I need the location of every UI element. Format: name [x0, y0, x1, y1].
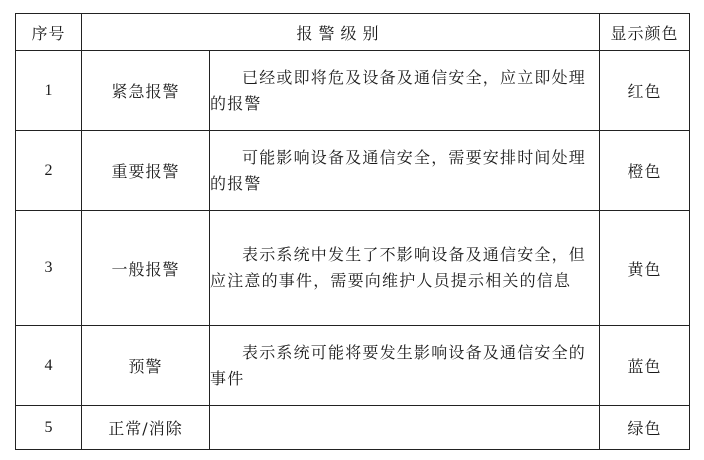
row-no: 4	[16, 326, 82, 406]
row-no: 2	[16, 131, 82, 211]
row-level-name: 一般报警	[82, 211, 210, 326]
row-description: 可能影响设备及通信安全，需要安排时间处理的报警	[210, 131, 600, 211]
row-description	[210, 406, 600, 450]
row-level-name: 紧急报警	[82, 51, 210, 131]
row-no: 3	[16, 211, 82, 326]
table-row	[16, 211, 690, 326]
row-display-color: 红色	[600, 51, 690, 131]
row-display-color: 绿色	[600, 406, 690, 450]
row-no: 5	[16, 406, 82, 450]
row-description: 表示系统中发生了不影响设备及通信安全，但应注意的事件，需要向维护人员提示相关的信息	[210, 211, 600, 326]
alarm-level-table	[15, 13, 690, 450]
row-description: 已经或即将危及设备及通信安全，应立即处理的报警	[210, 51, 600, 131]
table-row	[16, 326, 690, 406]
table-row	[16, 406, 690, 450]
table-row	[16, 131, 690, 211]
header-color: 显示颜色	[600, 14, 690, 51]
row-display-color: 黄色	[600, 211, 690, 326]
table-header-row	[16, 14, 690, 51]
row-description: 表示系统可能将要发生影响设备及通信安全的事件	[210, 326, 600, 406]
row-level-name: 重要报警	[82, 131, 210, 211]
row-no: 1	[16, 51, 82, 131]
row-level-name: 预警	[82, 326, 210, 406]
header-no: 序号	[16, 14, 82, 51]
header-level: 报警级别	[82, 14, 600, 51]
table-row	[16, 51, 690, 131]
row-level-name: 正常/消除	[82, 406, 210, 450]
row-display-color: 蓝色	[600, 326, 690, 406]
row-display-color: 橙色	[600, 131, 690, 211]
